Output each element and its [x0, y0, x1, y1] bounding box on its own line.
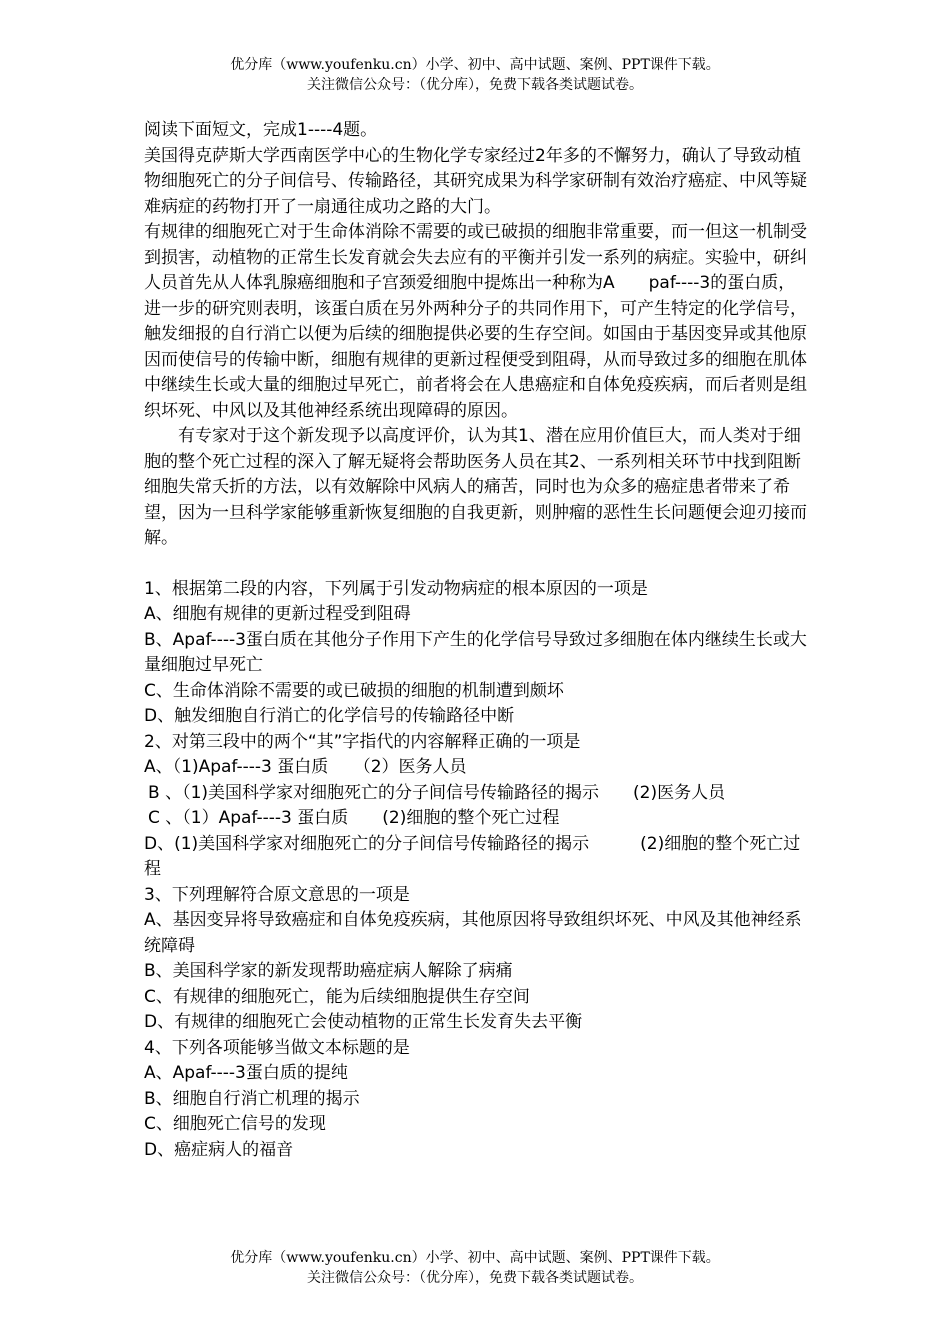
passage-intro: 阅读下面短文，完成1----4题。 — [144, 120, 378, 140]
option-a: A、Apaf----3蛋白质的提纯 — [144, 1063, 348, 1083]
header-line-2: 关注微信公众号：（优分库），免费下载各类试题试卷。 — [307, 77, 643, 93]
option-b: B、美国科学家的新发现帮助癌症病人解除了病痛 — [144, 961, 513, 981]
question-stem: 4、下列各项能够当做文本标题的是 — [144, 1037, 410, 1058]
option-d: D、(1)美国科学家对细胞死亡的分子间信号传输路径的揭示 (2)细胞的整个死亡过程 — [144, 833, 801, 879]
option-b: B、Apaf----3蛋白质在其他分子作用下产生的化学信号导致过多细胞在体内继续生长或大量细胞过早死亡 — [144, 629, 807, 675]
document-body — [144, 118, 808, 1163]
passage-paragraph-2: 有规律的细胞死亡对于生命体消除不需要的或已破损的细胞非常重要，而一但这一机制受到损害，动植物的正常生长发育就会失去应有的平衡并引发一系列的病症。实验中，研纠人员首先从人体乳腺癌细胞和子宫颈爱细胞中提炼出一种称为A paf----3的蛋白质，进一步的研究则表明，该蛋白质在另外两种分子的共同作用下，可产生特定的化学信号，触发细报的自行消亡以便为后续的细胞提供必要的生存空间。如国由于基因变异或其他原因而使信号的传输中断，细胞有规律的更新过程便受到阻碍，从而导致过多的细胞在肌体中继续生长或大量的细胞过早死亡，前者将会在人患癌症和自体免疫疾病，而后者则是组织坏死、中风以及其他神经系统出现障碍的原因。 — [144, 222, 807, 421]
option-c: C 、（1）Apaf----3 蛋白质 (2)细胞的整个死亡过程 — [148, 808, 560, 828]
page-header — [0, 55, 950, 95]
footer-line-1: 优分库（www.youfenku.cn）小学、初中、高中试题、案例、PPT课件下载。 — [230, 1250, 720, 1266]
question-4 — [144, 1036, 808, 1164]
option-b: B 、（1)美国科学家对细胞死亡的分子间信号传输路径的揭示 (2)医务人员 — [148, 782, 726, 803]
page-footer — [0, 1248, 950, 1288]
option-c: C、生命体消除不需要的或已破损的细胞的机制遭到颇坏 — [144, 680, 564, 701]
option-d: D、有规律的细胞死亡会使动植物的正常生长发育失去平衡 — [144, 1012, 583, 1032]
question-3 — [144, 883, 808, 1036]
option-c: C、细胞死亡信号的发现 — [144, 1114, 326, 1134]
question-2 — [144, 730, 808, 883]
option-c: C、有规律的细胞死亡，能为后续细胞提供生存空间 — [144, 986, 530, 1007]
option-d: D、癌症病人的福音 — [144, 1139, 294, 1160]
passage-paragraph-3: 有专家对于这个新发现予以高度评价，认为其1、潜在应用价值巨大，而人类对于细胞的整个死亡过程的深入了解无疑将会帮助医务人员在其2、一系列相关环节中找到阻断细胞失常夭折的方法，以有效解除中风病人的痛苦，同时也为众多的癌症患者带来了希望，因为一旦科学家能够重新恢复细胞的自我更新，则肿瘤的恶性生长问题便会迎刃接而解。 — [144, 426, 807, 548]
question-1 — [144, 577, 808, 730]
question-stem: 2、对第三段中的两个“其”字指代的内容解释正确的一项是 — [144, 731, 581, 752]
option-d: D、触发细胞自行消亡的化学信号的传输路径中断 — [144, 706, 515, 726]
spacer — [144, 552, 808, 577]
option-a: A、细胞有规律的更新过程受到阻碍 — [144, 604, 411, 624]
question-stem: 3、下列理解符合原文意思的一项是 — [144, 884, 410, 905]
option-a: A、基因变异将导致癌症和自体免疫疾病，其他原因将导致组织坏死、中风及其他神经系统障碍 — [144, 910, 802, 956]
question-stem: 1、根据第二段的内容，下列属于引发动物病症的根本原因的一项是 — [144, 578, 648, 599]
option-a: A、（1)Apaf----3 蛋白质 （2）医务人员 — [144, 757, 467, 777]
option-b: B、细胞自行消亡机理的揭示 — [144, 1088, 360, 1109]
header-line-1: 优分库（www.youfenku.cn）小学、初中、高中试题、案例、PPT课件下载。 — [230, 57, 720, 73]
passage-paragraph-1: 美国得克萨斯大学西南医学中心的生物化学专家经过2年多的不懈努力，确认了导致动植物细胞死亡的分子间信号、传输路径，其研究成果为科学家研制有效治疗癌症、中风等疑难病症的药物打开了一扇通往成功之路的大门。 — [144, 145, 807, 217]
footer-line-2: 关注微信公众号：（优分库），免费下载各类试题试卷。 — [307, 1270, 643, 1286]
